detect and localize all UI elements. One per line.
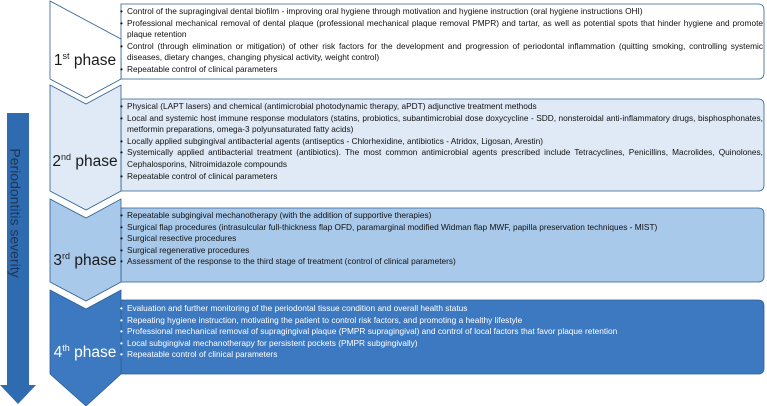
phase-3-chevron: [50, 199, 121, 301]
phase-2-item: • Locally applied subgingival antibacterial agents (antiseptics - Chlorhexidine, antibiotics - Atridox, Ligosan, Arestin): [127, 136, 763, 148]
phase-2-item: • Systemically applied antibacterial treatment (antibiotics). The most common antimicrobial agents prescribed include Tetracyclines, Penicillins, Macrolides, Quinolones, Cephalosporins, Nitroimidazole compounds: [127, 147, 763, 170]
phase-4-item: • Repeating hygiene instruction, motivating the patient to control risk factors, and promoting a healthy lifestyle: [127, 315, 763, 327]
phase-4-items: [119, 303, 763, 361]
phase-4-item: • Evaluation and further monitoring of the periodontal tissue condition and overall health status: [127, 303, 763, 315]
phase-3-item: • Repeatable subgingival mechanotherapy (with the addition of supportive therapies): [127, 210, 763, 222]
phase-2-label: 2nd phase: [52, 152, 118, 170]
phase-1-items: [119, 6, 763, 76]
phase-3-item: • Surgical resective procedures: [127, 233, 763, 245]
phase-4-item: • Local subgingival mechanotherapy for persistent pockets (PMPR subgingivally): [127, 338, 763, 350]
phase-3-item: • Assessment of the response to the third stage of treatment (control of clinical parameters): [127, 256, 763, 268]
phase-3-label: 3rd phase: [53, 251, 117, 269]
phase-1-item: • Repeatable control of clinical parameters: [127, 64, 763, 76]
phase-2-items: [119, 101, 763, 182]
severity-axis-label: Periodontitis severity: [8, 148, 25, 278]
phase-1-item: • Professional mechanical removal of dental plaque (professional mechanical plaque removal PMPR) and tartar, as well as potential spots that hinder hygiene and promote plaque retention: [127, 18, 763, 41]
phase-3-item: • Surgical regenerative procedures: [127, 245, 763, 257]
phase-1-chevron: [50, 1, 121, 98]
phase-3-item: • Surgical flap procedures (intrasulcular full-thickness flap OFD, paramarginal modified Widman flap MWF, papilla preservation techniques - MIST): [127, 222, 763, 234]
phase-1-item: • Control (through elimination or mitigation) of other risk factors for the development and progression of periodontal inflammation (quitting smoking, controlling systemic diseases, dietary changes, changing physical activity, weight control): [127, 41, 763, 64]
phase-2-item: • Repeatable control of clinical parameters: [127, 171, 763, 183]
phase-2-item: • Local and systemic host immune response modulators (statins, probiotics, subantimicrobial dose doxycycline - SDD, nonsteroidal anti-inflammatory drugs, bisphosphonates, metformin preparations, omega-3 polyunsaturated fatty acids): [127, 113, 763, 136]
phase-2-chevron: [50, 85, 121, 210]
phase-4-item: • Professional mechanical removal of supragingival plaque (PMPR supragingival) and control of local factors that favor plaque retention: [127, 326, 763, 338]
phase-1-item: • Control of the supragingival dental biofilm - improving oral hygiene through motivation and hygiene instruction (oral hygiene instructions OHI): [127, 6, 763, 18]
phase-4-label: 4th phase: [53, 343, 117, 361]
phase-1-label: 1st phase: [53, 51, 117, 69]
phase-3-items: [119, 210, 763, 268]
phase-4-item: • Repeatable control of clinical parameters: [127, 349, 763, 361]
phase-2-item: • Physical (LAPT lasers) and chemical (antimicrobial photodynamic therapy, aPDT) adjunctive treatment methods: [127, 101, 763, 113]
